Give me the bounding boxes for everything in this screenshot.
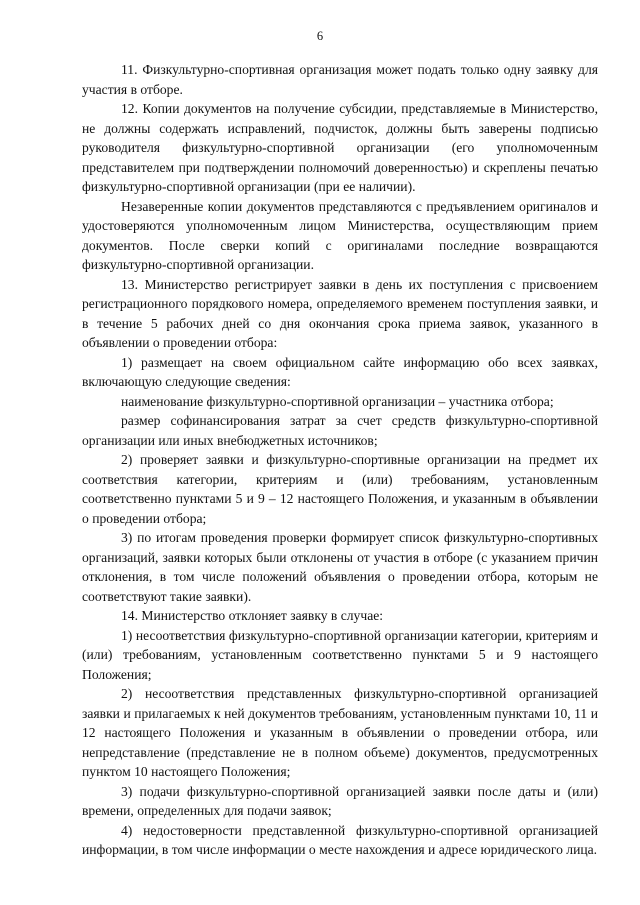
paragraph-14-item-2: 2) несоответствия представленных физкультурно-спортивной организацией заявки и прилагаемых к ней документов требованиям, установленным пунктами 10, 11 и 12 настоящего Положения и указанным в объявлении о проведении отбора, или непредставление (представление не в полном объеме) документов, предусмотренных пунктом 10 настоящего Положения;	[82, 686, 598, 779]
page-number: 6	[316, 29, 324, 43]
paragraph-14-item-1: 1) несоответствия физкультурно-спортивной организации категории, критериям и (или) требованиям, установленным соответственно пунктами 5 и 9 настоящего Положения;	[82, 627, 598, 682]
paragraph-11: 11. Физкультурно-спортивная организация может подать только одну заявку для участия в отборе.	[82, 62, 598, 97]
paragraph-13-item-1: 1) размещает на своем официальном сайте информацию обо всех заявках, включающую следующие сведения:	[82, 354, 598, 389]
paragraph-13-item-2: 2) проверяет заявки и физкультурно-спортивные организации на предмет их соответствия категории, критериям и (или) требованиям, установленным соответственно пунктами 5 и 9 – 12 настоящего Положения, и указанным в объявлении о проведении отбора;	[82, 452, 598, 526]
paragraph-12-uncertified-copies: Незаверенные копии документов представляются с предъявлением оригиналов и удостоверяются уполномоченным лицом Министерства, осуществляющим прием документов. После сверки копий с оригиналами последние возвращаются физкультурно-спортивной организации.	[82, 198, 598, 272]
paragraph-14: 14. Министерство отклоняет заявку в случае:	[121, 608, 384, 623]
paragraph-13-item-1-cofinancing: размер софинансирования затрат за счет средств физкультурно-спортивной организации или иных внебюджетных источников;	[82, 413, 598, 448]
paragraph-13-item-1-name: наименование физкультурно-спортивной организации – участника отбора;	[121, 393, 554, 409]
paragraph-14-item-4: 4) недостоверности представленной физкультурно-спортивной организацией информации, в том числе информации о месте нахождения и адресе юридического лица.	[82, 822, 598, 857]
paragraph-13-item-3: 3) по итогам проведения проверки формирует список физкультурно-спортивных организаций, заявки которых были отклонены от участия в отборе (с указанием причин отклонения, в том числе положений объявления о проведении отбора, которым не соответствуют такие заявки).	[82, 530, 598, 604]
paragraph-12: 12. Копии документов на получение субсидии, представляемые в Министерство, не должны содержать исправлений, подчисток, должны быть заверены подписью руководителя физкультурно-спортивной организации (его уполномоченным представителем при подтверждении полномочий доверенностью) и скреплены печатью физкультурно-спортивной организации (при ее наличии).	[82, 101, 598, 194]
paragraph-14-item-3: 3) подачи физкультурно-спортивной организацией заявки после даты и (или) времени, определенных для подачи заявок;	[82, 783, 598, 818]
document-body	[82, 60, 598, 860]
paragraph-13: 13. Министерство регистрирует заявки в день их поступления с присвоением регистрационного порядкового номера, определяемого временем поступления заявки, и в течение 5 рабочих дней со дня окончания срока приема заявок, указанного в объявлении о проведении отбора:	[82, 276, 598, 350]
